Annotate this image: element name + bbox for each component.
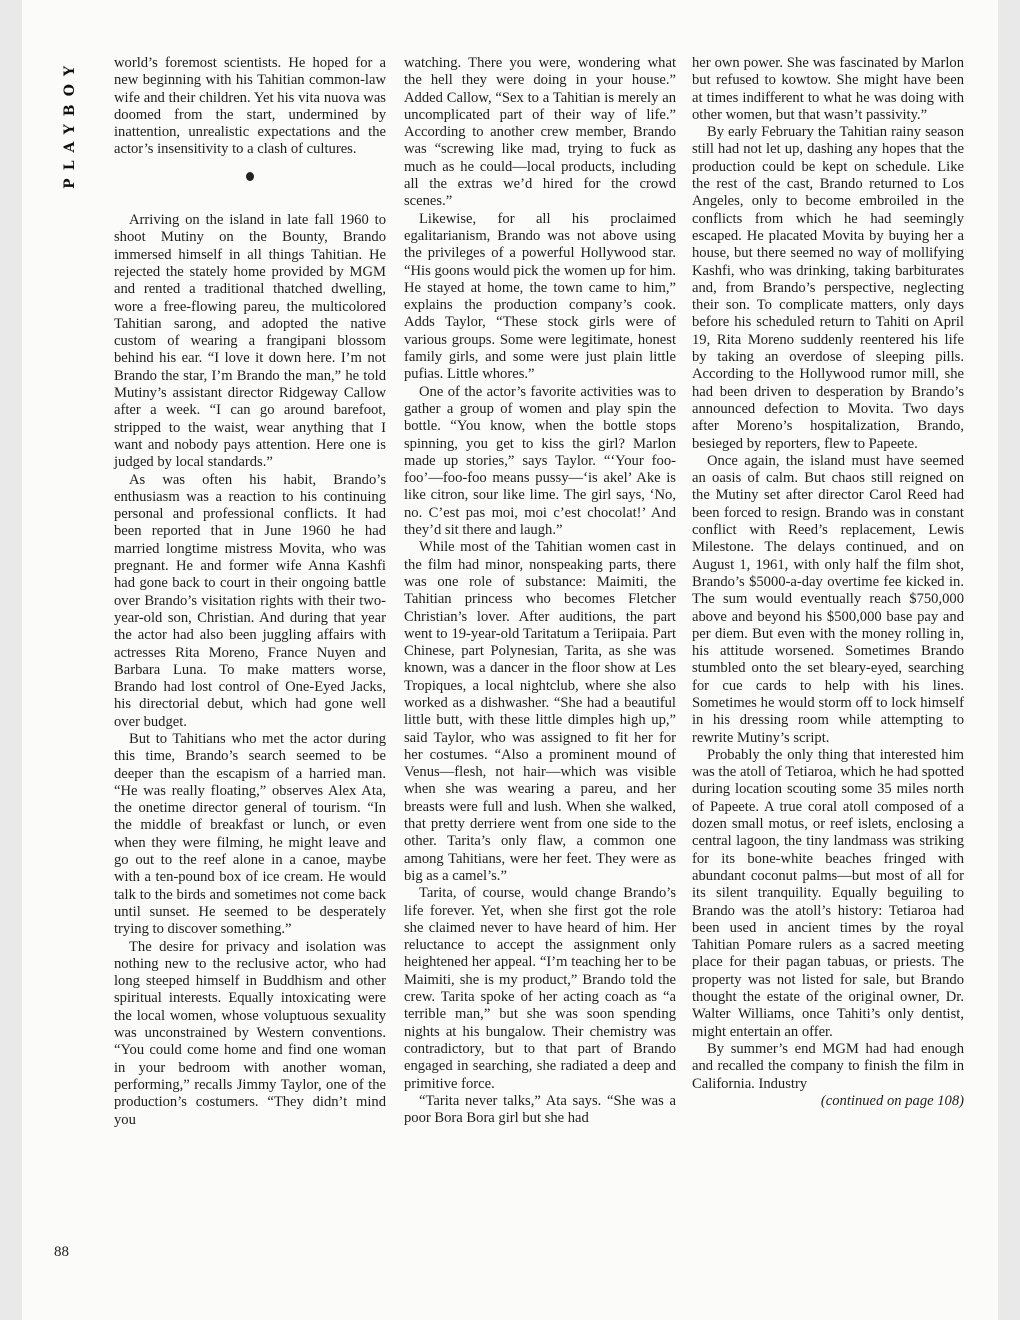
paragraph: Arriving on the island in late fall 1960 to shoot Mutiny on the Bounty, Brando immersed himself in all things Tahitian. He rejected the stately home provided by MGM and rented a traditional thatched dwelling, wore a free-flowing pareu, the multicolored Tahitian sarong, and adopted the native custom of wearing a frangipani blossom behind his ear. “I love it down here. I’m not Brando the star, I’m Brando the man,” he told Mutiny’s assistant director Ridgeway Callow after a week. “I can go around barefoot, stripped to the waist, wear anything that I want and nobody pays attention. Here one is judged by local standards.” [114, 212, 386, 471]
page-number: 88 [54, 1244, 69, 1260]
magazine-running-head: PLAYBOY [62, 58, 78, 189]
article-column-3 [692, 55, 964, 1110]
paragraph: Tarita, of course, would change Brando’s life forever. Yet, when she first got the role she claimed never to have heard of him. Her reluctance to accept the assignment only heightened her appeal. “I’m teaching her to be Maimiti, she is my product,” Brando told the crew. Tarita spoke of her acting coach as “a terrible man,” but she was soon spending nights at his bungalow. Their chemistry was contradictory, but to that part of Brando engaged in searching, she radiated a deep and primitive force. [404, 885, 676, 1092]
magazine-page [22, 0, 998, 1320]
paragraph: Probably the only thing that interested him was the atoll of Tetiaroa, which he had spotted during location scouting some 35 miles north of Papeete. A true coral atoll composed of a dozen small motus, or reef islets, enclosing a central lagoon, the tiny landmass was striking for its bone-white beaches fringed with abundant coconut palms—but most of all for its silent tranquility. Equally beguiling to Brando was the atoll’s history: Tetiaroa had been used in ancient times by the royal Tahitian Pomare rulers as a sacred meeting place for their pagan tabuas, or priests. The property was not listed for sale, but Brando thought the estate of the original owner, Dr. Walter Williams, once Tahiti’s only dentist, might entertain an offer. [692, 746, 964, 1040]
paragraph: But to Tahitians who met the actor during this time, Brando’s search seemed to be deeper than the escapism of a harried man. “He was really floating,” observes Alex Ata, the onetime director general of tourism. “In the middle of breakfast or lunch, or even when they were filming, he might leave and go out to the reef alone in a canoe, maybe with a ten-pound box of ice cream. He would talk to the birds and sometimes not come back until sunset. He seemed to be desperately trying to discover something.” [114, 730, 386, 938]
paragraph: Once again, the island must have seemed an oasis of calm. But chaos still reigned on the Mutiny set after director Carol Reed had been forced to resign. Brando was in constant conflict with Reed’s replacement, Lewis Milestone. The delays continued, and on August 1, 1961, with only half the film shot, Brando’s $5000-a-day overtime fee kicked in. The sum would eventually reach $750,000 above and beyond his $500,000 base pay and per diem. But even with the money rolling in, his attitude worsened. Sometimes Brando stumbled onto the set bleary-eyed, searching for cue cards to help with his lines. Sometimes he would storm off to lock himself in his dressing room while attempting to rewrite Mutiny’s script. [692, 452, 964, 746]
paragraph: world’s foremost scientists. He hoped for a new beginning with his Tahitian common-law wife and their children. Yet his vita nuova was doomed from the start, undermined by inattention, unrealistic expectations and the actor’s insensitivity to a clash of cultures. [114, 55, 386, 158]
paragraph: The desire for privacy and isolation was nothing new to the reclusive actor, who had long steeped himself in Buddhism and other spiritual interests. Equally intoxicating were the local women, whose voluptuous sexuality was unconstrained by Western conventions. “You could come home and find one woman in your bedroom with another woman, performing,” recalls Jimmy Taylor, one of the production’s costumers. “They didn’t mind you [114, 938, 386, 1128]
paragraph: “Tarita never talks,” Ata says. “She was a poor Bora Bora girl but she had [404, 1092, 676, 1127]
section-separator-bullet [114, 169, 386, 186]
paragraph: Likewise, for all his proclaimed egalitarianism, Brando was not above using the privileges of a powerful Hollywood star. “His goons would pick the women up for him. He stayed at home, the town came to him,” explains the production company’s cook. Adds Taylor, “These stock girls were of various groups. Some were legitimate, honest family girls, and some were just plain little pufias. Little whores.” [404, 210, 676, 383]
bullet-icon [246, 172, 254, 181]
paragraph: By summer’s end MGM had had enough and recalled the company to finish the film in California. Industry [692, 1040, 964, 1092]
paragraph: her own power. She was fascinated by Marlon but refused to kowtow. She might have been at times indifferent to what he was doing with other women, but that wasn’t passivity.” [692, 55, 964, 123]
paragraph: One of the actor’s favorite activities was to gather a group of women and play spin the bottle. “You know, when the bottle stops spinning, you get to kiss the girl? Marlon made up stories,” says Taylor. “‘Your foo-foo’—foo-foo means pussy—‘is akel’ Ake is like citron, sour like lime. The girl says, ‘No, no. C’est pas moi, moi c’est chocolat!’ And they’d sit there and laugh.” [404, 383, 676, 539]
article-column-1 [114, 55, 386, 1129]
paragraph: As was often his habit, Brando’s enthusiasm was a reaction to his continuing personal and professional conflicts. It had been reported that in June 1960 he had married longtime mistress Movita, who was pregnant. He and former wife Anna Kashfi had gone back to court in their ongoing battle over Brando’s visitation rights with their two-year-old son, Christian. And during that year the actor had also been juggling affairs with actresses Rita Moreno, France Nuyen and Barbara Luna. To make matters worse, Brando had lost control of One-Eyed Jacks, his directorial debut, which had gone well over budget. [114, 471, 386, 730]
article-column-2 [404, 55, 676, 1127]
continued-on-note: (continued on page 108) [820, 1092, 964, 1109]
paragraph: watching. There you were, wondering what the hell they were doing in your house.” Added Callow, “Sex to a Tahitian is merely an uncomplicated part of their way of life.” According to another crew member, Brando was “screwing like mad, trying to fuck as much as he could—local products, including all the extras we’d hired for the crowd scenes.” [404, 55, 676, 210]
paragraph: While most of the Tahitian women cast in the film had minor, nonspeaking parts, there was one role of substance: Maimiti, the Tahitian princess who becomes Fletcher Christian’s lover. After auditions, the part went to 19-year-old Taritatum a Teriipaia. Part Chinese, part Polynesian, Tarita, as she was known, was a dancer in the floor show at Les Tropiques, a local nightclub, where she also worked as a dishwasher. “She had a beautiful little butt, with these little dimples high up,” said Taylor, who was assigned to fit her for her costumes. “Also a prominent mound of Venus—flesh, not hair—which was visible when she was wearing a pareu, and her breasts were full and lush. When she walked, that pretty derriere went from one side to the other. Tarita’s only flaw, a common one among Tahitians, were her feet. They were as big as a camel’s.” [404, 539, 676, 884]
paragraph: By early February the Tahitian rainy season still had not let up, dashing any hopes that the production could be kept on schedule. Like the rest of the cast, Brando returned to Los Angeles, only to become embroiled in the conflicts from which he had seemingly escaped. He placated Movita by buying her a house, but there seemed no way of mollifying Kashfi, who was drinking, taking barbiturates and, from Brando’s perspective, neglecting their son. To complicate matters, only days before his scheduled return to Tahiti on April 19, Rita Moreno suddenly reentered his life by taking an overdose of sleeping pills. According to the Hollywood rumor mill, she had been driven to desperation by Brando’s announced defection to Movita. Two days after Moreno’s hospitalization, Brando, besieged by reporters, flew to Papeete. [692, 124, 964, 452]
